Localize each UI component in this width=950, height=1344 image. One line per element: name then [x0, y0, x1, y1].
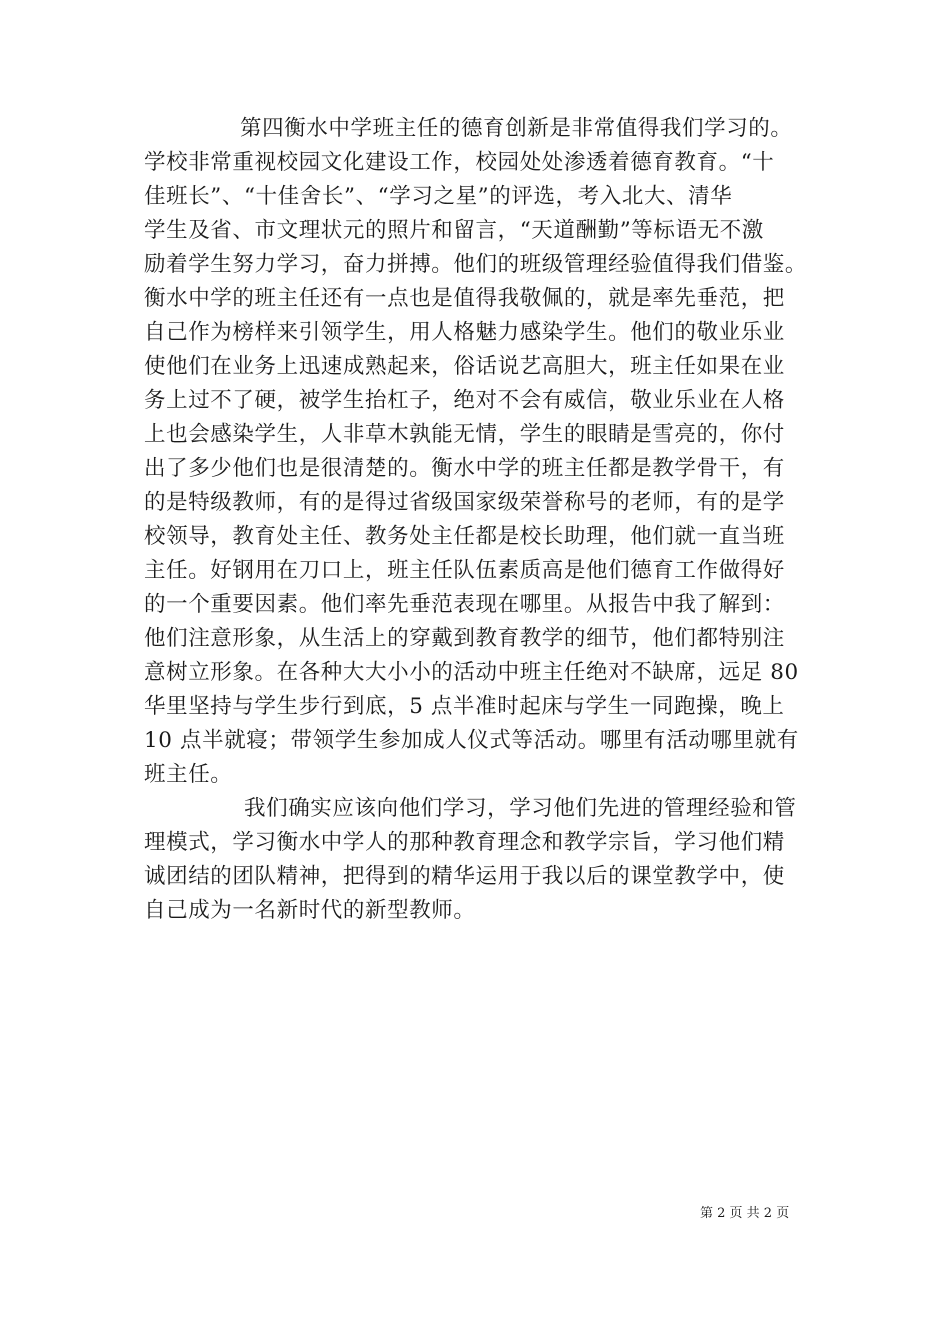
- text-line: 自己成为一名新时代的新型教师。: [144, 898, 476, 923]
- text-line: 出了多少他们也是很清楚的。衡水中学的班主任都是教学骨干，有: [144, 456, 785, 481]
- text-line: 班主任。: [144, 762, 233, 787]
- text-line: 10 点半就寝；带领学生参加成人仪式等活动。哪里有活动哪里就有: [144, 728, 799, 753]
- paragraph-2: [144, 792, 820, 928]
- text-line: 意树立形象。在各种大大小小的活动中班主任绝对不缺席，远足 80: [144, 660, 799, 685]
- text-line: 我们确实应该向他们学习，学习他们先进的管理经验和管: [244, 796, 797, 821]
- text-line: 的一个重要因素。他们率先垂范表现在哪里。从报告中我了解到：: [144, 592, 785, 617]
- text-line: 上也会感染学生，人非草木孰能无情，学生的眼睛是雪亮的，你付: [144, 422, 785, 447]
- page-number: 第 2 页 共 2 页: [700, 1206, 790, 1221]
- text-line: 使他们在业务上迅速成熟起来，俗话说艺高胆大，班主任如果在业: [144, 354, 785, 379]
- text-line: 诚团结的团队精神，把得到的精华运用于我以后的课堂教学中，使: [144, 864, 785, 889]
- text-line: 励着学生努力学习，奋力拼搏。他们的班级管理经验值得我们借鉴。: [144, 252, 808, 277]
- text-line: 理模式，学习衡水中学人的那种教育理念和教学宗旨，学习他们精: [144, 830, 785, 855]
- text-line: 佳班长”、“十佳舍长”、“学习之星”的评选，考入北大、清华: [144, 184, 733, 209]
- text-line: 他们注意形象，从生活上的穿戴到教育教学的细节，他们都特别注: [144, 626, 785, 651]
- text-line: 华里坚持与学生步行到底，5 点半准时起床与学生一同跑操，晚上: [144, 694, 785, 719]
- text-line: 学校非常重视校园文化建设工作，校园处处渗透着德育教育。“十: [144, 150, 775, 175]
- paragraph-1: [144, 112, 820, 792]
- text-line: 学生及省、市文理状元的照片和留言，“天道酬勤”等标语无不激: [144, 218, 764, 243]
- text-line: 校领导，教育处主任、教务处主任都是校长助理，他们就一直当班: [144, 524, 785, 549]
- text-line: 主任。好钢用在刀口上，班主任队伍素质高是他们德育工作做得好: [144, 558, 785, 583]
- text-line: 衡水中学的班主任还有一点也是值得我敬佩的，就是率先垂范，把: [144, 286, 785, 311]
- text-line: 自己作为榜样来引领学生，用人格魅力感染学生。他们的敬业乐业: [144, 320, 785, 345]
- body-text: [144, 112, 820, 928]
- text-line: 第四衡水中学班主任的德育创新是非常值得我们学习的。: [240, 116, 793, 141]
- text-line: 的是特级教师，有的是得过省级国家级荣誉称号的老师，有的是学: [144, 490, 785, 515]
- text-line: 务上过不了硬，被学生抬杠子，绝对不会有威信，敬业乐业在人格: [144, 388, 785, 413]
